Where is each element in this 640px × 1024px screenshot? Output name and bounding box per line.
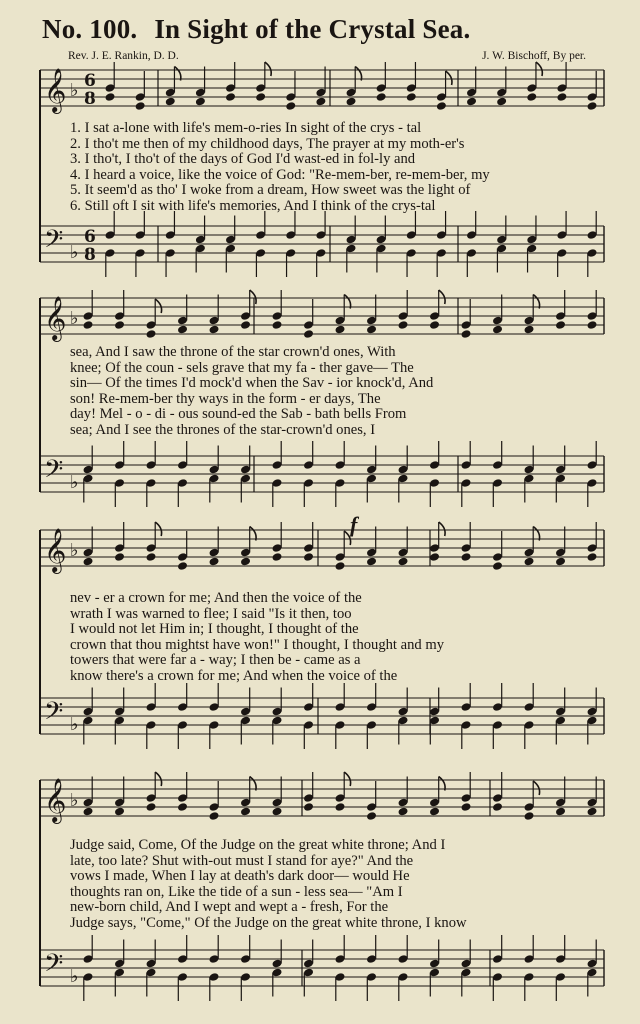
bass-clef-icon: 𝄢 xyxy=(44,455,64,490)
verse-line: 5. It seem'd as tho' I woke from a dream, How sweet was the light of xyxy=(70,182,471,199)
note-head xyxy=(555,807,566,817)
note-head xyxy=(177,325,188,335)
treble-clef-icon: 𝄞 xyxy=(44,778,67,822)
note-head xyxy=(334,561,345,571)
lyrics-system-2 xyxy=(70,345,600,439)
note-flag xyxy=(155,772,161,786)
note-flag xyxy=(250,777,256,791)
note-flag xyxy=(250,290,256,304)
note-head xyxy=(225,92,236,102)
note-head xyxy=(492,325,503,335)
flat-key-signature-icon: ♭ xyxy=(70,540,79,561)
note-head xyxy=(466,97,477,107)
dynamic-forte: f xyxy=(350,512,358,537)
hymn-number: No. 100. xyxy=(42,14,138,44)
verse-line: wrath I was warned to flee; I said "Is it then, too xyxy=(70,605,352,622)
verse-line: vows I made, When I lay at death's dark door— would He xyxy=(70,868,410,885)
bass-clef-icon: 𝄢 xyxy=(44,697,64,732)
flat-key-signature-icon: ♭ xyxy=(70,308,79,329)
verse-line: day! Mel - o - di - ous sound-ed the Sab - bath bells From xyxy=(70,406,407,423)
note-flag xyxy=(533,527,539,541)
note-head xyxy=(208,325,219,335)
note-head xyxy=(208,557,219,567)
note-head xyxy=(366,325,377,335)
note-head xyxy=(460,802,471,812)
verse-line: new-born child, And I wept and wept a - fresh, For the xyxy=(70,899,389,916)
lyrics-system-1 xyxy=(70,121,600,215)
note-head xyxy=(177,802,188,812)
note-head xyxy=(555,320,566,330)
verse-line: know there's a crown for me; And when the voice of the xyxy=(70,667,398,684)
verse-line: towers that were far a - way; I then be - came as a xyxy=(70,652,361,669)
note-head xyxy=(460,329,471,339)
note-flag xyxy=(355,67,361,81)
verse-line: 4. I heard a voice, like the voice of God: "Re-mem-ber, re-mem-ber, my xyxy=(70,166,490,183)
note-head xyxy=(240,807,251,817)
note-head xyxy=(345,97,356,107)
note-head xyxy=(496,97,507,107)
time-signature-numerator: 6 xyxy=(84,71,96,91)
note-head xyxy=(82,807,93,817)
verse-line: late, too late? Shut with-out must I stand for aye?" And the xyxy=(70,852,414,869)
note-head xyxy=(366,811,377,821)
note-head xyxy=(303,329,314,339)
verse-line: thoughts ran on, Like the tide of a sun - less sea— "Am I xyxy=(70,883,403,900)
verse-line: crown that thou mightst have won!" I thought, I thought and my xyxy=(70,636,444,653)
verse-line: nev - er a crown for me; And then the voice of the xyxy=(70,590,362,606)
lyrics-system-3 xyxy=(70,591,600,685)
verse-line: sea; And I see the thrones of the star-crown'd ones, I xyxy=(70,421,376,438)
verse-line: 2. I tho't me then of my childhood days, The prayer at my moth-er's xyxy=(70,135,465,152)
note-head xyxy=(556,92,567,102)
note-head xyxy=(523,557,534,567)
note-head xyxy=(240,320,251,330)
note-flag xyxy=(446,71,452,85)
note-head xyxy=(492,561,503,571)
time-signature-denominator: 8 xyxy=(84,245,96,265)
note-head xyxy=(397,320,408,330)
note-flag xyxy=(439,777,445,791)
flat-key-signature-icon: ♭ xyxy=(70,472,79,493)
note-head xyxy=(429,320,440,330)
note-flag xyxy=(174,67,180,81)
bass-clef-icon: 𝄢 xyxy=(44,225,64,260)
flat-key-signature-icon: ♭ xyxy=(70,790,79,811)
verse-line: I would not let Him in; I thought, I thought of the xyxy=(70,621,359,638)
note-head xyxy=(145,802,156,812)
note-head xyxy=(397,807,408,817)
note-head xyxy=(285,101,296,111)
note-head xyxy=(195,97,206,107)
note-head xyxy=(114,807,125,817)
note-head xyxy=(523,325,534,335)
note-flag xyxy=(155,299,161,313)
verse-line: knee; Of the coun - sels grave that my fa - ther gave— The xyxy=(70,359,414,376)
note-head xyxy=(586,320,597,330)
note-head xyxy=(114,552,125,562)
lyrics-system-4 xyxy=(70,838,600,932)
note-head xyxy=(406,92,417,102)
note-head xyxy=(145,329,156,339)
flat-key-signature-icon: ♭ xyxy=(70,714,79,735)
note-head xyxy=(165,97,176,107)
note-flag xyxy=(344,295,350,309)
note-head xyxy=(436,101,447,111)
note-head xyxy=(303,552,314,562)
note-head xyxy=(523,811,534,821)
treble-clef-icon: 𝄞 xyxy=(44,296,67,340)
note-flag xyxy=(533,295,539,309)
note-flag xyxy=(536,62,542,76)
hymn-name: In Sight of the Crystal Sea. xyxy=(154,14,471,44)
bass-clef-icon: 𝄢 xyxy=(44,949,64,984)
note-head xyxy=(271,807,282,817)
note-head xyxy=(586,552,597,562)
note-head xyxy=(334,802,345,812)
verse-line: sin— Of the times I'd mock'd when the Sav - ior knock'd, And xyxy=(70,375,434,392)
note-head xyxy=(82,557,93,567)
time-signature-denominator: 8 xyxy=(84,89,96,109)
treble-clef-icon: 𝄞 xyxy=(44,68,67,112)
verse-line: son! Re-mem-ber thy ways in the form - er days, The xyxy=(70,390,381,407)
note-head xyxy=(271,552,282,562)
note-head xyxy=(82,320,93,330)
note-head xyxy=(177,561,188,571)
verse-line: 3. I tho't, I tho't of the days of God I'd wast-ed in fol-ly and xyxy=(70,151,416,168)
note-head xyxy=(586,101,597,111)
note-head xyxy=(145,552,156,562)
flat-key-signature-icon: ♭ xyxy=(70,966,79,987)
note-head xyxy=(492,802,503,812)
note-flag xyxy=(265,62,271,76)
note-head xyxy=(255,92,266,102)
verse-line: 1. I sat a-lone with life's mem-o-ries In sight of the crys - tal xyxy=(70,120,422,136)
note-head xyxy=(397,557,408,567)
note-head xyxy=(303,802,314,812)
note-flag xyxy=(439,522,445,536)
note-head xyxy=(135,101,146,111)
note-head xyxy=(240,557,251,567)
flat-key-signature-icon: ♭ xyxy=(70,80,79,101)
note-head xyxy=(376,92,387,102)
note-head xyxy=(334,325,345,335)
note-head xyxy=(315,97,326,107)
verse-line: sea, And I saw the throne of the star crown'd ones, With xyxy=(70,344,396,360)
note-flag xyxy=(155,522,161,536)
note-head xyxy=(429,552,440,562)
note-head xyxy=(429,807,440,817)
note-head xyxy=(555,557,566,567)
verse-line: 6. Still oft I sit with life's memories, And I think of the crys-tal xyxy=(70,197,436,214)
note-head xyxy=(271,320,282,330)
note-flag xyxy=(533,781,539,795)
note-head xyxy=(104,92,115,102)
verse-line: Judge says, "Come," Of the Judge on the great white throne, I know xyxy=(70,914,467,931)
lyricist-credit: Rev. J. E. Rankin, D. D. xyxy=(68,50,179,62)
note-head xyxy=(114,320,125,330)
note-head xyxy=(366,557,377,567)
note-head xyxy=(526,92,537,102)
note-head xyxy=(208,811,219,821)
composer-credit: J. W. Bischoff, By per. xyxy=(482,50,586,62)
note-flag xyxy=(439,290,445,304)
note-head xyxy=(460,552,471,562)
note-flag xyxy=(250,527,256,541)
note-head xyxy=(586,807,597,817)
note-flag xyxy=(344,772,350,786)
treble-clef-icon: 𝄞 xyxy=(44,528,67,572)
time-signature-numerator: 6 xyxy=(84,227,96,247)
flat-key-signature-icon: ♭ xyxy=(70,242,79,263)
verse-line: Judge said, Come, Of the Judge on the great white throne; And I xyxy=(70,837,446,853)
